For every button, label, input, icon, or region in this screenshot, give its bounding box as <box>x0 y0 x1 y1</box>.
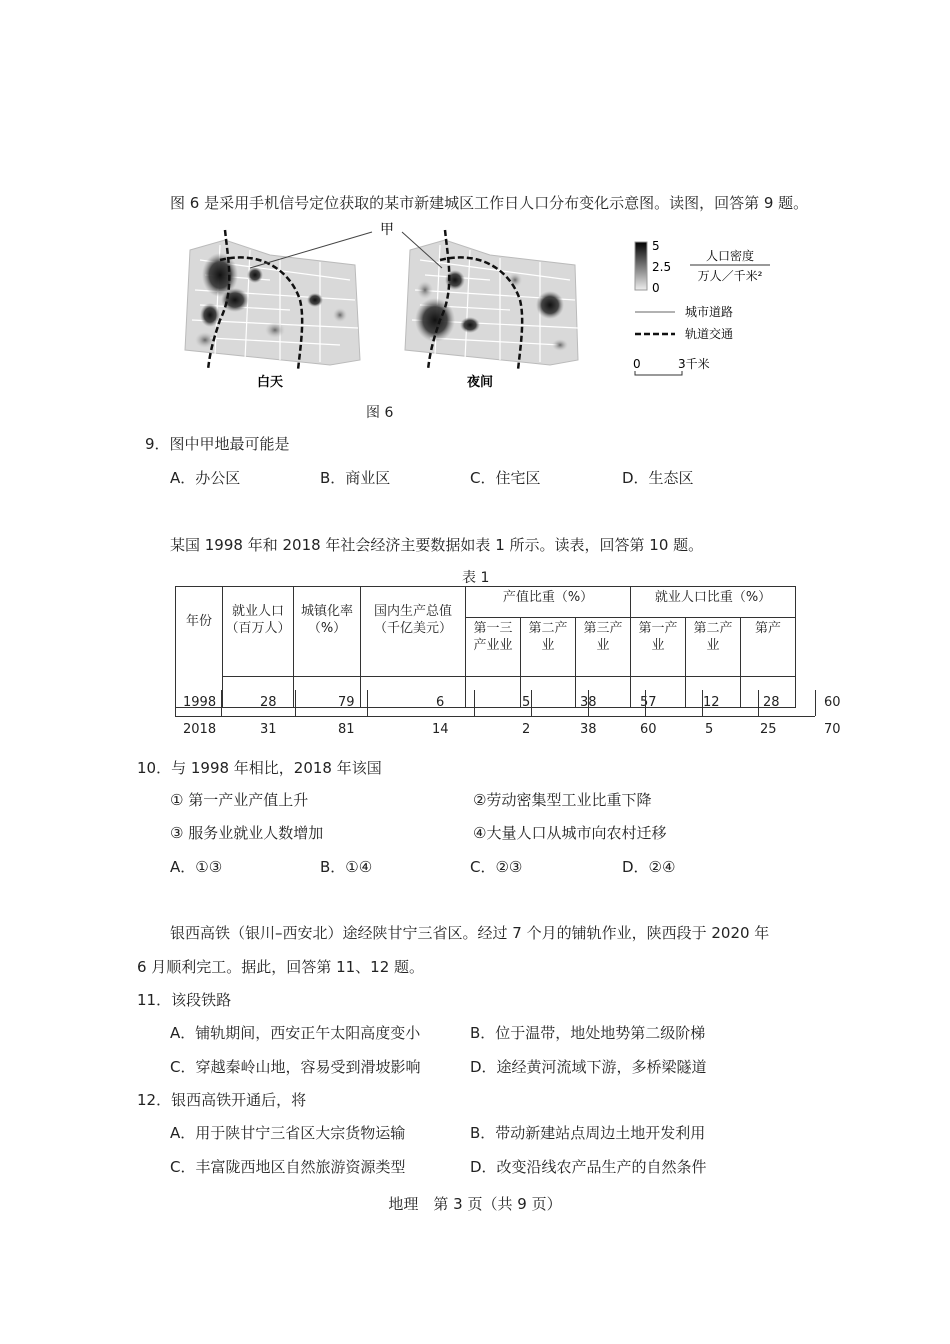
q9-option-c[interactable]: C．住宅区 <box>470 469 541 487</box>
cell: 57 <box>640 695 657 710</box>
th-out-secondary: 第二产业 <box>521 618 576 677</box>
q10-item-2: ②劳动密集型工业比重下降 <box>473 791 652 809</box>
cell: 79 <box>338 695 355 710</box>
q10-stem: 10．与 1998 年相比，2018 年该国 <box>137 759 382 777</box>
q10-option-d[interactable]: D．②④ <box>622 858 676 876</box>
cell: 14 <box>432 722 449 737</box>
th-out-tertiary: 第三产业 <box>576 618 631 677</box>
table-row-1998 <box>0 695 950 715</box>
q12-option-c[interactable]: C．丰富陇西地区自然旅游资源类型 <box>170 1158 406 1176</box>
legend-density-top: 人口密度 <box>705 249 755 263</box>
th-emp-primary: 第一产业 <box>631 618 686 677</box>
q12-option-d[interactable]: D．改变沿线农产品生产的自然条件 <box>470 1158 707 1176</box>
jia-label: 甲 <box>380 222 394 238</box>
th-year: 年份 <box>176 587 223 708</box>
scale-zero: 0 <box>633 357 641 371</box>
table1-caption: 表 1 <box>462 570 490 586</box>
cell: 38 <box>580 722 597 737</box>
q12-option-a[interactable]: A．用于陕甘宁三省区大宗货物运输 <box>170 1124 406 1142</box>
cell: 28 <box>260 695 277 710</box>
q11-option-a[interactable]: A．铺轨期间，西安正午太阳高度变小 <box>170 1024 421 1042</box>
day-label: 白天 <box>256 375 284 390</box>
th-emp-pop: 就业人口（百万人） <box>223 587 294 677</box>
intro-table1: 某国 1998 年和 2018 年社会经济主要数据如表 1 所示。读表，回答第 10 题。 <box>170 536 704 554</box>
q10-option-c[interactable]: C．②③ <box>470 858 523 876</box>
day-map <box>185 230 360 370</box>
th-emp-secondary: 第二产业 <box>686 618 741 677</box>
q11-option-b[interactable]: B．位于温带，地处地势第二级阶梯 <box>470 1024 706 1042</box>
figure-6-legend <box>630 240 830 380</box>
q10-item-4: ④大量人口从城市向农村迁移 <box>473 824 667 842</box>
q11-option-c[interactable]: C．穿越秦岭山地，容易受到滑坡影响 <box>170 1058 421 1076</box>
legend-5: 5 <box>652 240 660 253</box>
th-gdp: 国内生产总值（千亿美元） <box>361 587 466 677</box>
cell: 5 <box>705 722 714 737</box>
density-ramp <box>635 242 647 290</box>
th-urban: 城镇化率（%） <box>294 587 361 677</box>
night-label: 夜间 <box>466 375 494 390</box>
q12-option-b[interactable]: B．带动新建站点周边土地开发利用 <box>470 1124 706 1142</box>
th-emp-tertiary: 第产 <box>741 618 796 677</box>
q10-option-b[interactable]: B．①④ <box>320 858 373 876</box>
intro-q11-line1: 银西高铁（银川–西安北）途经陕甘宁三省区。经过 7 个月的铺轨作业，陕西段于 2020 年 <box>170 924 770 942</box>
cell: 31 <box>260 722 277 737</box>
q12-stem: 12．银西高铁开通后，将 <box>137 1091 307 1109</box>
cell: 2018 <box>183 722 217 737</box>
th-emp-share: 就业人口比重（%） <box>631 587 796 618</box>
legend-rail: 轨道交通 <box>685 327 734 341</box>
figure-6-caption: 图 6 <box>366 405 394 421</box>
cell: 1998 <box>183 695 217 710</box>
legend-density-bottom: 万人／千米² <box>697 269 763 283</box>
cell: 38 <box>580 695 597 710</box>
population-density-maps <box>180 220 580 400</box>
intro-q11-line2: 6 月顺利完工。据此，回答第 11、12 题。 <box>137 958 425 976</box>
cell: 25 <box>760 722 777 737</box>
cell: 28 <box>763 695 780 710</box>
q11-option-d[interactable]: D．途经黄河流域下游，多桥梁隧道 <box>470 1058 707 1076</box>
cell: 2 <box>522 722 531 737</box>
q9-stem: 9．图中甲地最可能是 <box>145 435 290 453</box>
th-output-share: 产值比重（%） <box>466 587 631 618</box>
q10-item-3: ③ 服务业就业人数增加 <box>170 824 324 842</box>
intro-fig6: 图 6 是采用手机信号定位获取的某市新建城区工作日人口分布变化示意图。读图，回答第 9 题。 <box>170 194 809 212</box>
cell: 60 <box>824 695 841 710</box>
cell: 60 <box>640 722 657 737</box>
figure-6 <box>180 220 580 400</box>
scale-length: 3千米 <box>678 357 710 371</box>
scale-bar <box>635 371 682 375</box>
q11-stem: 11．该段铁路 <box>137 991 232 1009</box>
th-out-primary: 第一三产业业 <box>466 618 521 677</box>
q9-option-b[interactable]: B．商业区 <box>320 469 391 487</box>
cell: 12 <box>703 695 720 710</box>
cell: 70 <box>824 722 841 737</box>
q10-option-a[interactable]: A．①③ <box>170 858 223 876</box>
page-footer: 地理 第 3 页（共 9 页） <box>388 1195 562 1213</box>
legend-2-5: 2.5 <box>652 260 672 274</box>
legend-0: 0 <box>652 281 660 295</box>
legend-road: 城市道路 <box>685 305 734 319</box>
table-row-2018 <box>0 722 950 742</box>
cell: 5 <box>522 695 531 710</box>
q9-option-a[interactable]: A．办公区 <box>170 469 241 487</box>
night-map <box>405 230 578 370</box>
cell: 81 <box>338 722 355 737</box>
q10-item-1: ① 第一产业产值上升 <box>170 791 309 809</box>
q9-option-d[interactable]: D．生态区 <box>622 469 694 487</box>
cell: 6 <box>436 695 445 710</box>
